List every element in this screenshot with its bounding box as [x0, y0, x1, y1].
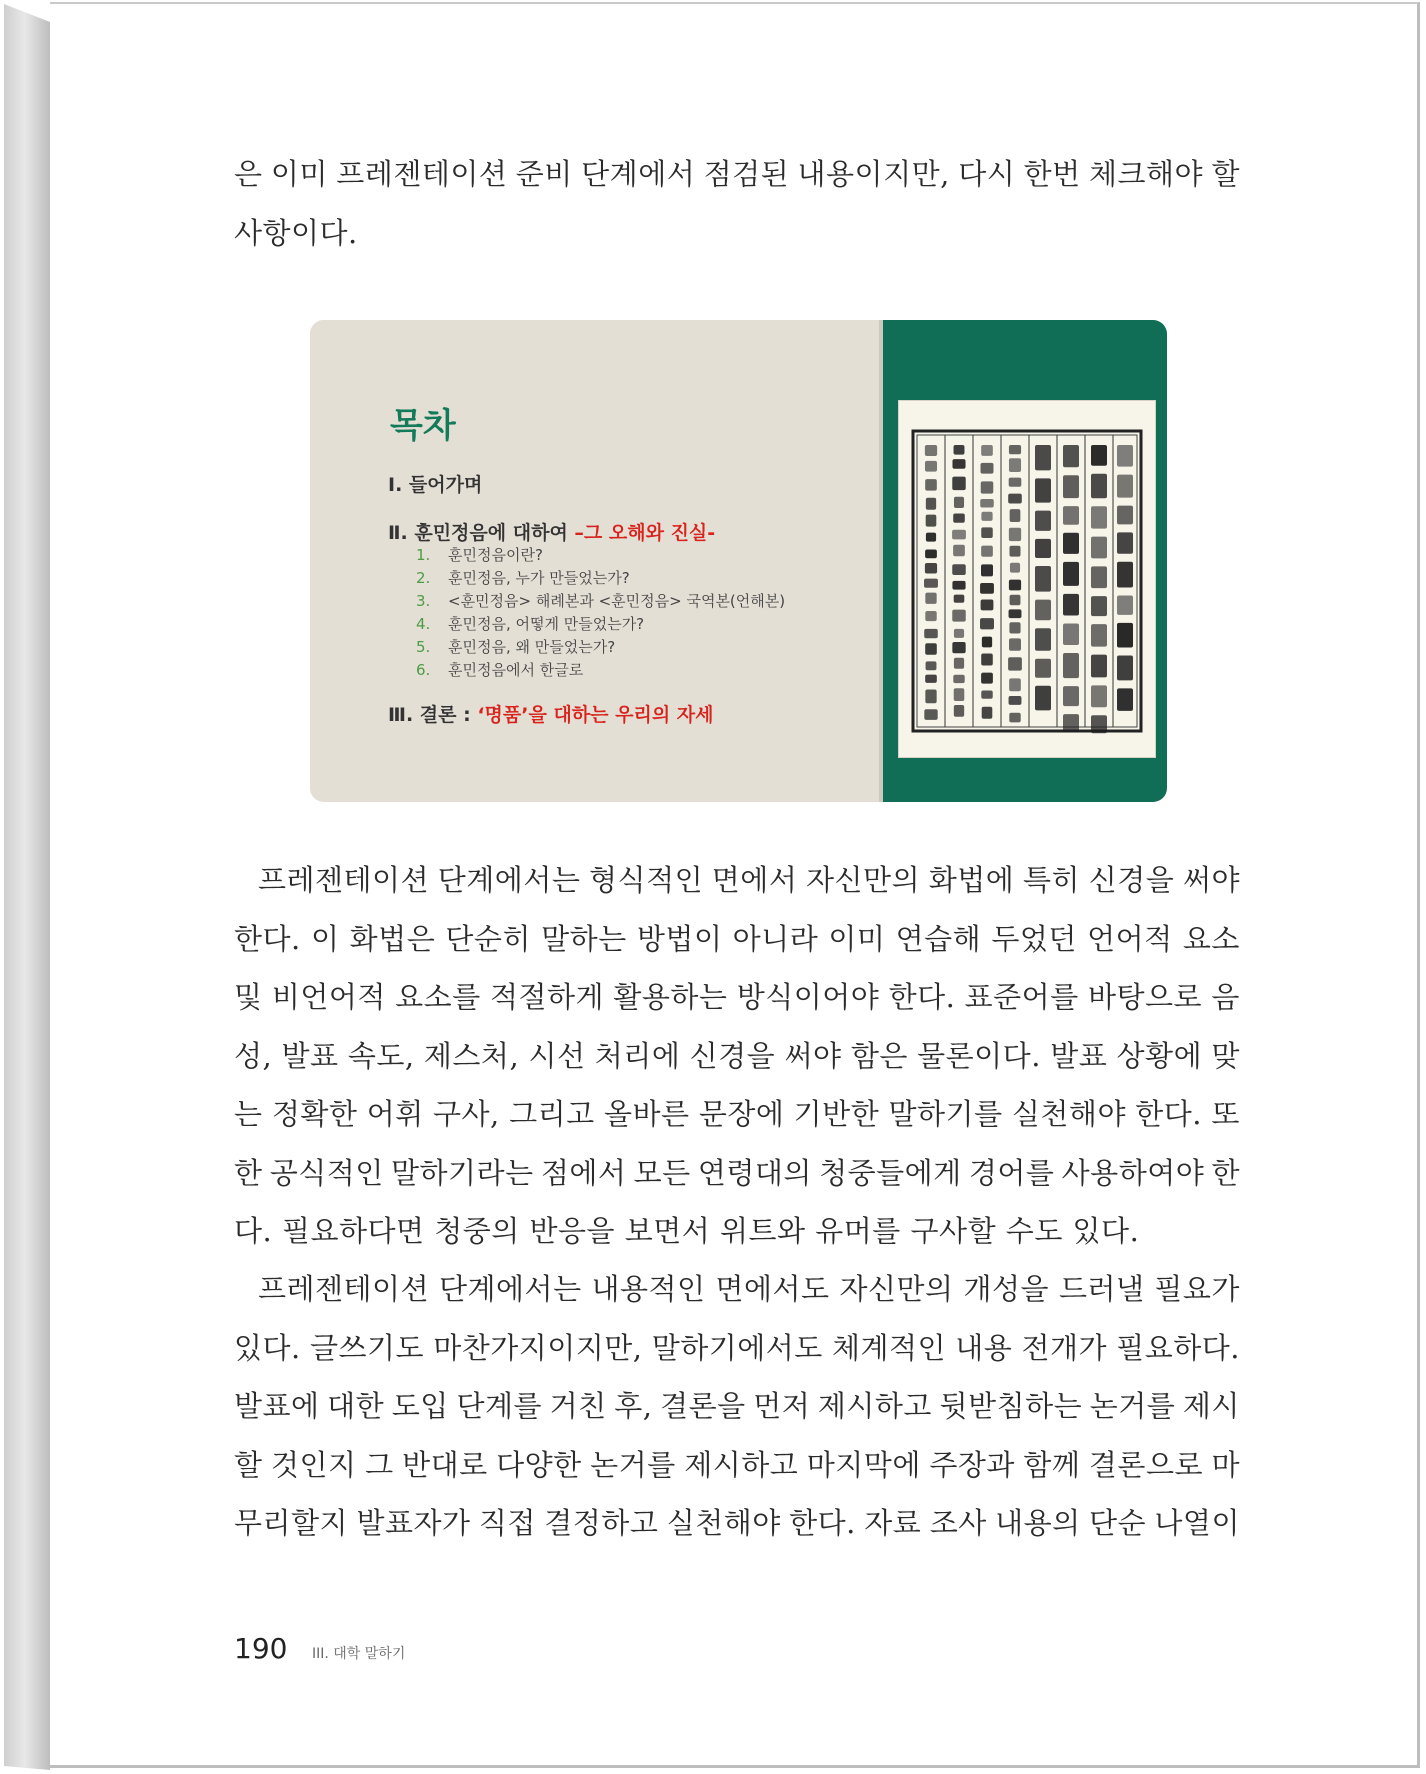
word: 이미 — [270, 157, 328, 191]
toc-item-2-highlight: –그 오해와 진실- — [574, 522, 716, 544]
manuscript-glyph — [1063, 445, 1079, 467]
word: 내용 — [955, 1330, 1013, 1365]
word: 무리할지 — [234, 1506, 349, 1540]
toc-item-3 — [388, 700, 714, 727]
word: 모든 — [633, 1155, 691, 1190]
word: 한다. — [1135, 1097, 1203, 1131]
word: 먼저 — [753, 1389, 811, 1423]
manuscript-glyph — [1091, 715, 1107, 733]
manuscript-glyph — [954, 497, 964, 508]
word: 뒷받침하는 — [939, 1389, 1083, 1423]
manuscript-glyph — [1035, 686, 1051, 711]
manuscript-glyph — [954, 595, 965, 603]
manuscript-glyph — [1117, 656, 1133, 681]
manuscript-glyph — [981, 690, 992, 698]
word: 방식이어야 — [736, 980, 880, 1014]
text-line — [234, 1027, 1240, 1086]
word: 점검된 — [703, 157, 790, 191]
toc-item-2-label: Ⅱ. 훈민정음에 대하여 — [388, 522, 575, 544]
manuscript-glyph — [925, 479, 937, 491]
word: 어휘 — [366, 1097, 424, 1131]
manuscript-glyph — [954, 445, 965, 455]
manuscript-glyph — [1063, 506, 1079, 525]
manuscript-glyph — [981, 445, 993, 456]
manuscript-glyph — [981, 599, 994, 610]
manuscript-glyph — [981, 546, 993, 557]
word: 한 — [234, 1155, 263, 1190]
word: 단계에서는 — [437, 863, 581, 897]
word: 음 — [1211, 980, 1240, 1014]
word: 전개가 — [1021, 1330, 1107, 1365]
word: 아니라 — [732, 921, 819, 956]
toc-subitem — [416, 567, 785, 590]
manuscript-glyph — [926, 661, 937, 670]
word: 한다. — [234, 921, 301, 956]
word: 화법은 — [349, 921, 436, 956]
word: 다양한 — [496, 1447, 582, 1482]
word: 바탕으로 — [1088, 980, 1203, 1014]
manuscript-glyph — [926, 533, 936, 542]
word: 맞 — [1211, 1038, 1240, 1073]
manuscript-glyph — [952, 477, 965, 491]
word: 함께 — [1023, 1447, 1081, 1482]
manuscript-glyph — [953, 513, 965, 522]
word: 프레젠테이션 — [336, 157, 508, 191]
word: 발표자가 — [356, 1506, 471, 1540]
manuscript-glyph — [1091, 596, 1107, 616]
word: 함은 — [850, 1038, 908, 1073]
manuscript-glyph — [1063, 594, 1079, 616]
word: 실천해야 — [1011, 1097, 1126, 1131]
manuscript-glyph — [1117, 595, 1133, 614]
word: 자신만의 — [806, 863, 921, 897]
manuscript-glyph — [924, 709, 937, 720]
word: 요소 — [1182, 921, 1240, 956]
manuscript-glyph — [1063, 686, 1079, 706]
manuscript-glyph — [980, 618, 994, 629]
word: 제스처, — [423, 1038, 520, 1073]
toc-item-2 — [388, 518, 715, 545]
toc-subitem-text: <훈민정음> 해례본과 <훈민정음> 국역본(언해본) — [448, 592, 786, 610]
manuscript-glyph — [926, 498, 936, 510]
toc-item-3-highlight: ‘명품’을 대하는 우리의 자세 — [477, 704, 714, 726]
word: 점에서 — [540, 1155, 627, 1190]
word: 써야 — [784, 1038, 842, 1073]
text-line — [234, 1085, 1240, 1144]
manuscript-glyph — [1010, 595, 1021, 605]
word: 거친 — [549, 1389, 607, 1423]
manuscript-glyph — [1009, 713, 1020, 723]
manuscript-glyph — [981, 481, 994, 493]
word: 한 — [1211, 1155, 1240, 1190]
manuscript-glyph — [1035, 445, 1051, 470]
manuscript-glyph — [1009, 622, 1020, 633]
manuscript-glyph — [1117, 562, 1133, 588]
manuscript-glyph — [952, 530, 966, 540]
manuscript-glyph — [953, 675, 964, 683]
word: 면에서도 — [715, 1272, 830, 1306]
manuscript-glyph — [1063, 653, 1079, 678]
word: 표준어를 — [964, 980, 1079, 1014]
word: 말하기라는 — [391, 1155, 534, 1190]
word: 처리에 — [594, 1038, 681, 1073]
slide-title: 목차 — [390, 406, 456, 446]
manuscript-drawing — [899, 401, 1155, 757]
manuscript-glyph — [1035, 478, 1051, 502]
word: 발표 — [281, 1038, 339, 1073]
manuscript-glyph — [982, 707, 993, 719]
manuscript-glyph — [982, 637, 992, 648]
word: 제시하고 — [684, 1447, 799, 1482]
word: 단계에서는 — [439, 1272, 582, 1306]
word: 기반한 — [793, 1097, 880, 1131]
manuscript-glyph — [1063, 623, 1079, 645]
manuscript-glyph — [1117, 532, 1133, 553]
manuscript-glyph — [981, 673, 993, 684]
word: 방법이 — [636, 921, 723, 956]
toc-subitem-number: 3. — [416, 592, 431, 610]
manuscript-glyph — [1063, 533, 1079, 554]
manuscript-glyph — [952, 610, 965, 622]
word: 활용하는 — [613, 980, 728, 1014]
toc-subitem-text: 훈민정음, 누가 만들었는가? — [448, 569, 630, 587]
word: 마 — [1211, 1447, 1240, 1482]
word: 문장에 — [698, 1097, 785, 1131]
word: 제시 — [1182, 1389, 1240, 1423]
manuscript-glyph — [1117, 688, 1133, 711]
manuscript-glyph — [981, 564, 993, 576]
text-line — [234, 1377, 1240, 1436]
word: 및 — [234, 980, 263, 1014]
toc-subitem — [416, 636, 785, 659]
manuscript-glyph — [1009, 458, 1021, 472]
toc-subitem — [416, 659, 785, 682]
word: 드러낼 — [1058, 1272, 1145, 1306]
toc-subitem-text: 훈민정음, 왜 만들었는가? — [448, 638, 616, 656]
word: 은 — [234, 157, 263, 191]
manuscript-glyph — [1117, 475, 1133, 498]
manuscript-glyph — [924, 629, 938, 638]
word: 직접 — [478, 1506, 536, 1540]
toc-subitem-number: 4. — [416, 615, 431, 633]
manuscript-glyph — [954, 705, 964, 717]
toc-subitem-text: 훈민정음, 어떻게 만들었는가? — [448, 615, 645, 633]
word: 말하기에서도 — [651, 1330, 823, 1365]
manuscript-glyph — [926, 515, 937, 527]
manuscript-glyph — [1063, 562, 1079, 586]
manuscript-glyph — [980, 499, 994, 507]
manuscript-glyph — [1091, 624, 1107, 647]
word: 발표 — [1050, 1038, 1108, 1073]
word: 말하기를 — [888, 1097, 1003, 1131]
manuscript-glyph — [925, 461, 937, 472]
manuscript-glyph — [925, 445, 937, 456]
text-line — [234, 851, 1240, 910]
manuscript-glyph — [925, 689, 936, 703]
word: 단순히 — [445, 921, 531, 956]
word: 주장과 — [929, 1447, 1015, 1482]
manuscript-glyph — [1009, 546, 1020, 557]
text-line — [234, 145, 1240, 204]
word: 글쓰기도 — [309, 1330, 424, 1365]
manuscript-glyph — [925, 675, 937, 683]
word: 연령대의 — [697, 1155, 812, 1190]
word: 후, — [614, 1389, 653, 1423]
text-line — [234, 968, 1240, 1027]
toc-subitem-number: 5. — [416, 638, 431, 656]
word: 요소를 — [395, 980, 481, 1014]
body-paragraph-2 — [234, 1260, 1240, 1553]
word: 그 — [365, 1447, 394, 1482]
manuscript-glyph — [925, 550, 937, 559]
word: 시선 — [528, 1038, 586, 1073]
toc-subitem — [416, 544, 785, 567]
word: 언어적 — [1087, 921, 1173, 956]
manuscript-glyph — [1009, 609, 1022, 618]
word: 자신만의 — [839, 1272, 954, 1306]
word: 한다. — [789, 1506, 856, 1540]
manuscript-glyph — [1035, 659, 1051, 678]
word: 내용적인 — [591, 1272, 706, 1306]
word: 는 — [234, 1097, 263, 1131]
word: 단계를 — [456, 1389, 542, 1423]
word: 조사 — [929, 1506, 987, 1540]
toc-subitem-number: 2. — [416, 569, 431, 587]
word: 올바른 — [603, 1097, 690, 1131]
word: 발표에 — [234, 1389, 320, 1423]
word: 써야 — [1182, 863, 1240, 897]
manuscript-glyph — [1010, 563, 1020, 573]
toc-sublist — [416, 544, 785, 682]
text-line — [234, 910, 1240, 969]
manuscript-glyph — [1091, 445, 1107, 466]
word: 필요하다. — [1116, 1330, 1240, 1365]
page-number: 190 — [234, 1632, 288, 1665]
manuscript-glyph — [1035, 628, 1051, 650]
word: 이 — [310, 921, 340, 956]
toc-subitem — [416, 613, 785, 636]
word: 속도, — [347, 1038, 415, 1073]
toc-item-3-label: Ⅲ. 결론 : — [388, 704, 478, 726]
manuscript-glyph — [1117, 445, 1133, 467]
manuscript-glyph — [1035, 566, 1051, 592]
word: 반대로 — [402, 1447, 488, 1482]
manuscript-glyph — [953, 545, 965, 557]
toc-subitem-text: 훈민정음이란? — [448, 546, 543, 564]
manuscript-glyph — [1035, 600, 1051, 621]
word: 상황에 — [1116, 1038, 1203, 1073]
toc-slide-figure — [310, 320, 1167, 802]
book-spine — [4, 4, 50, 1770]
manuscript-glyph — [952, 459, 965, 469]
manuscript-glyph — [1010, 509, 1021, 522]
word: 신경을 — [1088, 863, 1175, 897]
manuscript-glyph — [1117, 623, 1133, 648]
manuscript-glyph — [1063, 714, 1079, 732]
word: 프레젠테이션 — [258, 863, 430, 897]
text-line: 다. 필요하다면 청중의 반응을 보면서 위트와 유머를 구사할 수도 있다. — [234, 1214, 1140, 1248]
manuscript-glyph — [954, 658, 964, 669]
word: 대한 — [327, 1389, 385, 1423]
manuscript-glyph — [1009, 696, 1022, 705]
manuscript-glyph — [981, 463, 994, 474]
manuscript-glyph — [980, 583, 994, 594]
manuscript-glyph — [1008, 657, 1022, 670]
word: 두었던 — [991, 921, 1077, 956]
word: 체계적인 — [831, 1330, 947, 1365]
word: 형식적인 — [589, 863, 704, 897]
word: 화법에 — [928, 863, 1015, 897]
word: 도입 — [391, 1389, 449, 1423]
manuscript-glyph — [1063, 475, 1079, 498]
word: 청중들에게 — [819, 1155, 962, 1190]
word: 개성을 — [963, 1272, 1050, 1306]
manuscript-glyph — [1009, 638, 1021, 650]
text-line — [234, 1436, 1240, 1495]
manuscript-glyph — [1009, 580, 1021, 591]
word: 비언어적 — [271, 980, 386, 1014]
word: 면에서 — [711, 863, 798, 897]
manuscript-glyph — [981, 654, 993, 666]
text-line — [234, 1260, 1240, 1319]
word: 프레젠테이션 — [258, 1272, 430, 1306]
word: 경어를 — [968, 1155, 1055, 1190]
word: 필요가 — [1154, 1272, 1240, 1306]
manuscript-glyph — [1091, 685, 1107, 707]
slide-divider — [879, 320, 883, 802]
body-paragraph-1 — [234, 851, 1240, 1261]
word: 이미 — [828, 921, 886, 956]
word: 할 — [1211, 157, 1240, 191]
word: 단계에서 — [581, 157, 696, 191]
word: 실천해야 — [666, 1506, 781, 1540]
manuscript-glyph — [1009, 445, 1021, 454]
text-line: 사항이다. — [234, 215, 358, 250]
word: 한번 — [1023, 157, 1081, 191]
text-line — [234, 1494, 1240, 1553]
manuscript-glyph — [1009, 478, 1022, 487]
word: 단순 — [1089, 1506, 1147, 1540]
manuscript-glyph — [981, 527, 993, 538]
manuscript-glyph — [954, 629, 964, 638]
manuscript-glyph — [1091, 566, 1107, 588]
word: 체크해야 — [1089, 157, 1204, 191]
word: 공식적인 — [269, 1155, 384, 1190]
word: 결론으로 — [1088, 1447, 1203, 1482]
word: 다시 — [958, 157, 1016, 191]
manuscript-glyph — [1117, 506, 1133, 525]
toc-subitem — [416, 590, 785, 613]
manuscript-glyph — [1091, 506, 1107, 528]
manuscript-glyph — [1008, 494, 1022, 504]
word: 마찬가지이지만, — [433, 1330, 643, 1365]
manuscript-glyph — [1091, 537, 1107, 559]
hunminjeongeum-manuscript-image — [898, 400, 1156, 758]
manuscript-glyph — [952, 581, 965, 590]
word: 성, — [234, 1038, 273, 1073]
manuscript-glyph — [1091, 474, 1107, 499]
word: 내용이지만, — [797, 157, 950, 191]
word: 신경을 — [689, 1038, 776, 1073]
manuscript-glyph — [1035, 511, 1051, 531]
manuscript-glyph — [1009, 678, 1021, 691]
manuscript-glyph — [952, 642, 965, 653]
word: 정확한 — [271, 1097, 358, 1131]
manuscript-glyph — [981, 512, 992, 521]
word: 마지막에 — [806, 1447, 921, 1482]
word: 내용의 — [995, 1506, 1081, 1540]
manuscript-glyph — [924, 579, 938, 588]
manuscript-glyph — [1091, 655, 1107, 678]
manuscript-glyph — [954, 688, 965, 701]
word: 결정하고 — [544, 1506, 659, 1540]
text-line — [234, 1144, 1240, 1203]
word: 결론을 — [660, 1389, 746, 1423]
manuscript-glyph — [925, 593, 936, 604]
running-footer: III. 대학 말하기 — [312, 1646, 406, 1662]
word: 말하는 — [541, 921, 627, 956]
word: 사용하여야 — [1061, 1155, 1205, 1190]
toc-item-1: Ⅰ. 들어가며 — [388, 474, 483, 496]
toc-subitem-number: 6. — [416, 661, 431, 679]
toc-subitem-number: 1. — [416, 546, 431, 564]
word: 한다. — [888, 980, 956, 1014]
manuscript-glyph — [925, 563, 937, 574]
word: 제시하고 — [817, 1389, 932, 1423]
word: 자료 — [864, 1506, 922, 1540]
word: 또 — [1211, 1097, 1240, 1131]
word: 그리고 — [509, 1097, 595, 1131]
word: 있다. — [234, 1330, 301, 1365]
toc-subitem-text: 훈민정음에서 한글로 — [448, 661, 584, 679]
manuscript-glyph — [925, 611, 936, 621]
word: 나열이 — [1154, 1506, 1240, 1540]
manuscript-glyph — [1009, 528, 1021, 541]
intro-paragraph — [234, 145, 1240, 262]
manuscript-glyph — [925, 643, 937, 655]
text-line — [234, 1319, 1240, 1378]
word: 할 — [234, 1447, 263, 1482]
word: 논거를 — [1089, 1389, 1176, 1423]
word: 연습해 — [895, 921, 982, 956]
word: 물론이다. — [917, 1038, 1041, 1073]
word: 적절하게 — [490, 980, 605, 1014]
manuscript-glyph — [952, 564, 965, 575]
word: 특히 — [1023, 863, 1081, 897]
word: 논거를 — [590, 1447, 676, 1482]
word: 구사, — [433, 1097, 500, 1131]
word: 것인지 — [271, 1447, 357, 1482]
manuscript-glyph — [1035, 539, 1051, 558]
word: 준비 — [515, 157, 573, 191]
